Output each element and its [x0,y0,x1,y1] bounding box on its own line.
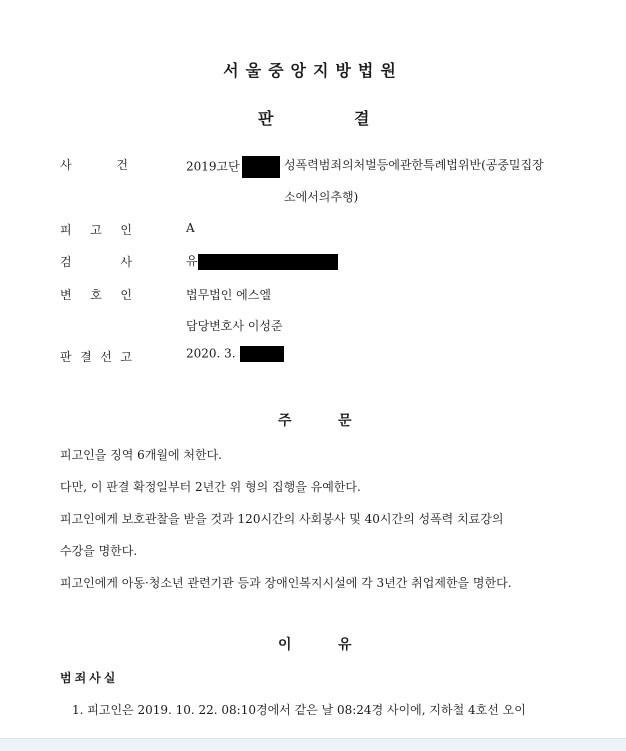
document-title-left: 판 [258,109,274,128]
ruling-line: 수강을 명한다. [60,544,138,558]
defendant-label: 피 고 인 [60,223,132,237]
page-bottom-strip [0,738,626,751]
reasons-subheading: 범죄사실 [60,671,119,685]
case-charge-line1: 성폭력범죄의처벌등에관한특례법위반(공중밀집장 [284,158,544,172]
case-charge-line2: 소에서의추행) [284,190,359,204]
sentence-date-value: 2020. 3. [186,346,284,362]
counsel-label: 변 호 인 [60,288,132,302]
prosecutor-label: 검 사 [60,255,132,269]
sentence-date-label: 판 결 선 고 [60,350,132,364]
defendant-value: A [186,221,195,235]
prosecutor-value: 유 [186,252,338,270]
judgment-page: 서울중앙지방법원 판 결 사 건 2019고단 성폭력범죄의처벌등에관한특례법위반(공중밀집장 소에서의추행) 피 고 인 A 검 사 유 변 호 인 법무법인 에스엘 담당변호사 이성준 판 결 선 고 2020. 3. 주 문 피고인을 징역 6개월에 처한다. 다만, 이 판결 확정일부터 2년간 위 형의 집행을 유예한다. 피고인에게 보호관찰을 받을 것과 120시간의 사회봉사 및 40시간의 성폭력 치료강의 수강을 명한다. 피고인에게 아동·청소년 관련기관 등과 장애인복지시설에 각 3년간 취업제한을 명한다. 이 유 범죄사실 1. 피고인은 2019. 10. 22. 08:10경에서 같은 날 08:24경 사이에, 지하철 4호선 오이 [0,0,626,751]
counsel-lawyer: 담당변호사 이성준 [186,319,283,333]
ruling-line: 피고인에게 보호관찰을 받을 것과 120시간의 사회봉사 및 40시간의 성폭력 치료강의 [60,512,504,526]
document-title-right: 결 [354,109,370,128]
ruling-line: 피고인에게 아동·청소년 관련기관 등과 장애인복지시설에 각 3년간 취업제한을 명한다. [60,576,512,590]
court-name: 서울중앙지방법원 [223,61,403,80]
case-number: 2019고단 [186,156,280,178]
redaction-bar [240,346,284,362]
ruling-line: 피고인을 징역 6개월에 처한다. [60,448,222,462]
ruling-line: 다만, 이 판결 확정일부터 2년간 위 형의 집행을 유예한다. [60,480,361,494]
counsel-firm: 법무법인 에스엘 [186,288,271,302]
case-label: 사 건 [60,158,128,172]
redaction-bar [242,156,280,178]
redaction-bar [198,254,338,270]
reasons-first-line: 1. 피고인은 2019. 10. 22. 08:10경에서 같은 날 08:24경 사이에, 지하철 4호선 오이 [72,703,526,717]
